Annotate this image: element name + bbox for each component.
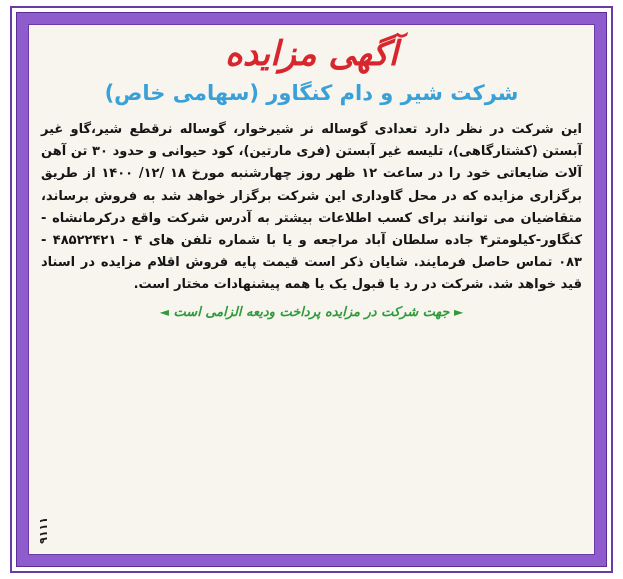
notice-outer-frame: [10, 6, 613, 573]
notice-body: این شرکت در نظر دارد تعدادی گوساله نر شیرخوار، گوساله نرقطع شیر،گاو غیر آبستن (کشتارگاهی)، تلیسه غیر آبستن (فری مارتین)، کود حیوانی و حدود ۳۰ تن آهن آلات ضایعاتی خود را در ساعت ۱۲ ظهر روز چهارشنبه مورخ ۱۸ /۱۲/ ۱۴۰۰ از طریق برگزاری مزایده که در محل گاوداری این شرکت برگزار خواهد شد به فروش برساند، متقاضیان می توانند برای کسب اطلاعات بیشتر به آدرس شرکت واقع درکرمانشاه - کنگاور-کیلومتر۴ جاده سلطان آباد مراجعه و یا با شماره تلفن های ۴ - ۴۸۵۲۲۴۲۱ - ۰۸۳ تماس حاصل فرمایند. شایان ذکر است قیمت پایه فروش اقلام مزایده در اسناد قید خواهد شد. شرکت در رد یا قبول یک یا همه پیشنهادات مختار است.: [41, 122, 583, 293]
company-name: شرکت شیر و دام کنگاور (سهامی خاص): [104, 81, 519, 105]
arrow-right-icon: ►: [453, 304, 464, 319]
notice-title: آگهی مزایده: [224, 34, 399, 74]
reference-number: ۹۱۱۱: [37, 517, 50, 544]
arrow-left-icon: ◄: [159, 304, 169, 319]
deposit-requirement-text: جهت شرکت در مزایده پرداخت ودیعه الزامی است: [173, 304, 450, 320]
notice-paper: [28, 24, 595, 555]
deposit-requirement-note: [41, 301, 582, 324]
